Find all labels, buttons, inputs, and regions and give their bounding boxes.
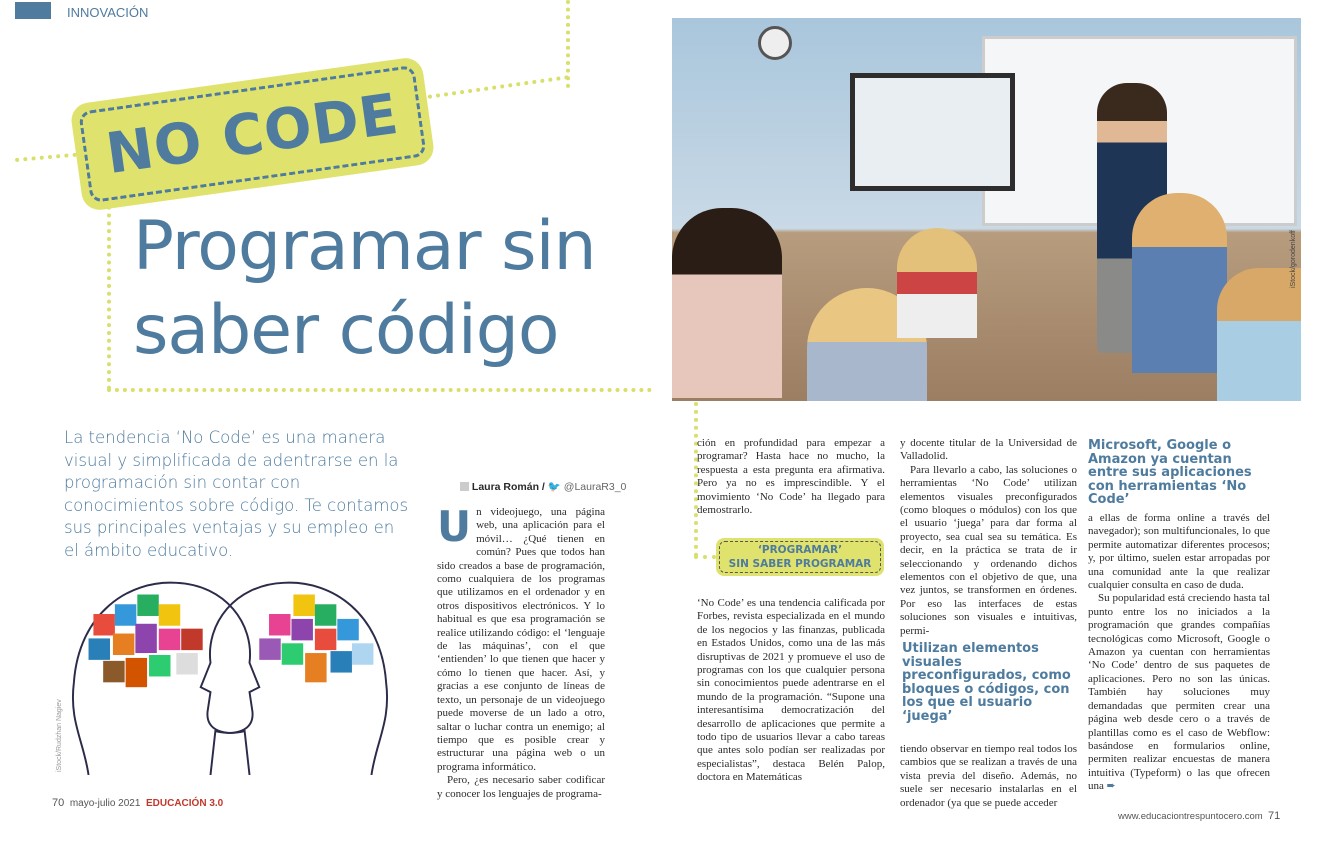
article-column-3b — [900, 743, 1077, 810]
title-line: Programar sin — [133, 207, 596, 286]
classroom-photo — [672, 18, 1301, 401]
paragraph: y docente titular de la Universidad de Valladolid. — [900, 437, 1077, 463]
subhead-line: SIN SABER PROGRAMAR — [728, 558, 872, 570]
footer-left — [52, 797, 223, 809]
clock — [758, 26, 792, 60]
paragraph: ción en profundidad para empezar a programar? Hasta hace no mucho, la respuesta a esta pregunta era afirmativa. Pero ya no es imprescindible. Y el movimiento ‘No Code’ ha llegado para demostrarlo. — [697, 437, 885, 517]
photo-credit: iStock/gorodenkoff — [1290, 230, 1297, 288]
subhead-box — [716, 538, 884, 576]
twitter-icon: 🐦 — [547, 481, 561, 493]
article-column-3 — [900, 437, 1077, 638]
byline-marker — [460, 482, 469, 491]
section-label: INNOVACIÓN — [67, 5, 149, 20]
divider — [107, 388, 652, 392]
byline — [460, 480, 626, 493]
pull-quote: Microsoft, Google o Amazon ya cuentan entre sus aplicaciones con herramientas ‘No Code’ — [1088, 438, 1252, 507]
page-number: 71 — [1267, 810, 1281, 822]
paragraph: Pero, ¿es necesario saber codificar y conocer los lenguajes de programa- — [437, 774, 605, 800]
divider — [15, 152, 85, 162]
no-code-badge — [69, 56, 436, 212]
footer-right — [1118, 810, 1280, 822]
drop-cap: U — [437, 502, 472, 551]
interactive-screen — [850, 73, 1015, 191]
paragraph: Para llevarlo a cabo, las soluciones o herramientas ‘No Code’ utilizan elementos visuales preconfigurados (como bloques o módulos) con los que el usuario ‘juega’ para dar forma al proyecto, sea cual sea su temática. Es decir, en la práctica se trata de ir seleccionando y ordenando dichos elementos con el objetivo de que, una vez juntos, se transformen en órdenes. Por eso las interfaces de estas soluciones son visuales e intuitivas, permi- — [900, 463, 1077, 637]
paragraph: ‘No Code’ es una tendencia calificada por Forbes, revista especializada en el mundo de los negocios y las finanzas, publicada en Estados Unidos, como una de las más disruptivas de 2021 y promueve el uso de programas con los que cualquier persona sin conocimientos puede adentrarse en el mundo de la programación. “Supone una interesantísima democratización del desarrollo de aplicaciones que permite a todo tipo de usuarios llevar a cabo tareas que antes solo podían ser realizadas por especialistas”, destaca Belén Palop, doctora en Matemáticas — [697, 597, 885, 784]
page-number: 70 — [52, 797, 65, 809]
paragraph: Su popularidad está creciendo hasta tal punto entre los no iniciados a la programación que grandes compañías tecnológicas como Microsoft, Google o Amazon ya cuentan con herramientas ‘No Code’ dentro de sus paquetes de aplicaciones. Pero no son las únicas. También hay soluciones muy demandadas que permiten crear una página web desde cero o a través de plantillas como es el caso de Webflow: basándose en formularios online, permiten realizar encuestas de manera intuitiva (Typeform) o las que ofrecen una — [1088, 592, 1270, 793]
twitter-handle: @LauraR3_0 — [563, 481, 627, 493]
section-marker — [15, 2, 51, 19]
page-title — [133, 205, 596, 373]
student — [1217, 268, 1301, 401]
lede: La tendencia ‘No Code’ es una manera visual y simplificada de adentrarse en la programación sin contar con conocimientos sobre código. Te contamos sus principales ventajas y su empleo en el ámbito educativo. — [64, 428, 409, 560]
brain-puzzle-illustration — [55, 575, 405, 775]
article-column-1 — [437, 502, 605, 801]
title-line: saber código — [133, 291, 559, 370]
divider — [107, 190, 111, 390]
badge-text: NO CODE — [102, 81, 403, 187]
article-column-4 — [1088, 512, 1270, 794]
issue-date: mayo-julio 2021 — [69, 798, 141, 809]
divider — [694, 555, 716, 559]
student — [1132, 193, 1227, 373]
author: Laura Román / — [471, 481, 545, 493]
continue-arrow-icon: ➨ — [1106, 780, 1116, 793]
subhead-line: ‘PROGRAMAR’ — [757, 544, 843, 556]
divider — [420, 75, 569, 100]
paragraph: a ellas de forma online a través del navegador); son multifuncionales, lo que permite automatizar diferentes procesos; y, por último, suelen estar arropadas por una comunidad ante la que realizar cualquier consulta en caso de duda. — [1088, 512, 1270, 592]
paragraph: tiendo observar en tiempo real todos los cambios que se realizan a través de una vista previa del diseño. Además, no suele ser necesario instalarlas en el ordenador (ya que se puede acceder — [900, 743, 1077, 809]
article-column-2b — [697, 597, 885, 785]
student — [672, 208, 782, 398]
magazine-logo: EDUCACIÓN 3.0 — [145, 798, 224, 809]
photo-credit: iStock/Rudzhan Nagiev — [56, 699, 63, 772]
student — [897, 228, 977, 338]
pull-quote: Utilizan elementos visuales preconfigurados, como bloques o códigos, con los que el usuario ‘juega’ — [902, 641, 1071, 724]
paragraph: n videojuego, una página web, una aplicación para el móvil… ¿Qué tienen en común? Pues que todos han sido creados a base de programación, como cualquiera de los programas que utilizamos en el ordenador y en otros dispositivos electrónicos. Y lo habitual es que esa programación se realice utilizando código: el ‘lenguaje de las máquinas’, con el que ‘entienden’ lo que tienen que hacer y cómo lo tienen que hacer. Así, y gracias a ese conjunto de líneas de texto, un personaje de un videojuego puede moverse de un lado a otro, saltar o luchar contra un enemigo; al tiempo que es posible crear y estructurar una página web o un programa informático. — [437, 506, 605, 773]
article-column-2 — [697, 437, 885, 517]
website-url: www.educaciontrespuntocero.com — [1118, 811, 1263, 822]
